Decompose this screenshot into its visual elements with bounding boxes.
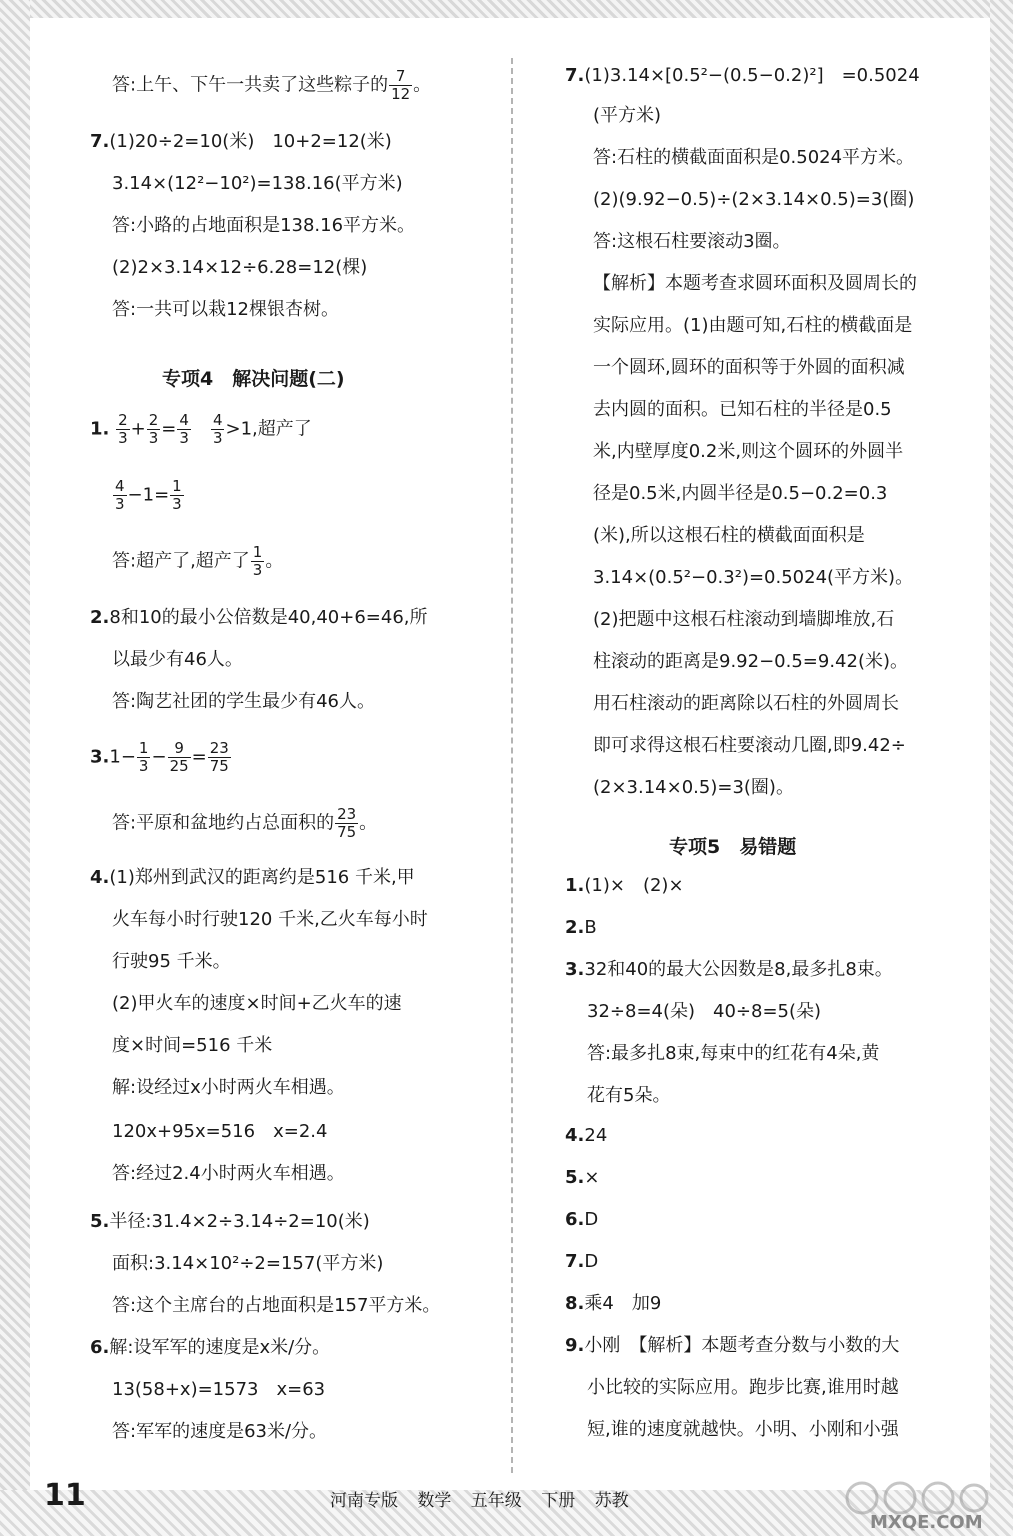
explanation-line: 柱滚动的距离是9.92−0.5=9.42(米)。 xyxy=(593,651,908,672)
explanation-line: (2×3.14×0.5)=3(圈)。 xyxy=(593,777,794,798)
text-line: 答:平原和盆地约占总面积的 $\frac{23}{75}$ 。 xyxy=(112,805,378,841)
text-line: 32÷8=4(朵) 40÷8=5(朵) xyxy=(587,1001,822,1022)
text-line: 120x+95x=516 x=2.4 xyxy=(112,1121,328,1142)
fraction: $\frac{7}{12}$ xyxy=(391,67,411,103)
explanation-line: (米),所以这根石柱的横截面面积是 xyxy=(593,525,865,546)
answer-1: 1.(1)× (2)× xyxy=(565,875,684,896)
watermark-text: MXQE.COM xyxy=(870,1512,983,1533)
explanation-line: 即可求得这根石柱要滚动几圈,即9.42÷ xyxy=(593,735,906,756)
question-4: 4.(1)郑州到武汉的距离约是516 千米,甲 xyxy=(90,867,415,888)
text-line: 答:石柱的横截面面积是0.5024平方米。 xyxy=(593,147,915,168)
text-line: 火车每小时行驶120 千米,乙火车每小时 xyxy=(112,909,428,930)
explanation-line: 径是0.5米,内圆半径是0.5−0.2=0.3 xyxy=(593,483,888,504)
text-line: 答:超产了,超产了 $\frac{1}{3}$ 。 xyxy=(112,543,284,579)
text-line: 花有5朵。 xyxy=(587,1085,671,1106)
text-line: 答:一共可以栽12棵银杏树。 xyxy=(112,299,339,320)
section-heading-4: 专项4 解决问题(二) xyxy=(162,368,345,390)
text-line: 解:设经过x小时两火车相遇。 xyxy=(112,1077,345,1098)
question-7: 7.(1)20÷2=10(米) 10+2=12(米) xyxy=(90,131,392,152)
page-number: 11 xyxy=(44,1478,86,1513)
question-6: 6.解:设军军的速度是x米/分。 xyxy=(90,1337,331,1358)
question-5: 5.半径:31.4×2÷3.14÷2=10(米) xyxy=(90,1211,370,1232)
explanation-line: 米,内壁厚度0.2米,则这个圆环的外圆半 xyxy=(593,441,904,462)
answer-2: 2.B xyxy=(565,917,597,938)
text-line: 以最少有46人。 xyxy=(112,649,243,670)
text-line: 答:经过2.4小时两火车相遇。 xyxy=(112,1163,345,1184)
page-edge-right xyxy=(990,0,1013,1536)
section-heading-5: 专项5 易错题 xyxy=(669,836,797,858)
text-line: 答:这根石柱要滚动3圈。 xyxy=(593,231,791,252)
text-line: $\frac{4}{3}$ −1= $\frac{1}{3}$ xyxy=(115,477,182,513)
answer-6: 6.D xyxy=(565,1209,599,1230)
explanation-line: (2)把题中这根石柱滚动到墙脚堆放,石 xyxy=(593,609,895,630)
question-1: 1. $\frac{2}{3}$ + $\frac{2}{3}$ = $\frac{4}{3}$ $\frac{4}{3}$ >1,超产了 xyxy=(90,411,312,447)
text-line: (平方米) xyxy=(593,105,662,126)
page-edge-left xyxy=(0,0,30,1536)
explanation-line: 【解析】本题考查求圆环面积及圆周长的 xyxy=(593,273,917,294)
text-line: 答:小路的占地面积是138.16平方米。 xyxy=(112,215,416,236)
answer-4: 4.24 xyxy=(565,1125,608,1146)
explanation-line: 实际应用。(1)由题可知,石柱的横截面是 xyxy=(593,315,913,336)
answer-3: 3.32和40的最大公因数是8,最多扎8束。 xyxy=(565,959,893,980)
text-line: 13(58+x)=1573 x=63 xyxy=(112,1379,326,1400)
answer-7: 7.D xyxy=(565,1251,599,1272)
question-3: 3.1− $\frac{1}{3}$ − $\frac{9}{25}$ = $\frac{23}{75}$ xyxy=(90,739,229,775)
column-divider xyxy=(511,58,513,1473)
text-line: 答:这个主席台的占地面积是157平方米。 xyxy=(112,1295,441,1316)
explanation-line: 去内圆的面积。已知石柱的半径是0.5 xyxy=(593,399,892,420)
text-line: (2)甲火车的速度×时间+乙火车的速 xyxy=(112,993,402,1014)
text-line: (2)2×3.14×12÷6.28=12(棵) xyxy=(112,257,368,278)
page-edge-top xyxy=(0,0,1013,18)
answer-line: 答:上午、下午一共卖了这些粽子的 $\frac{7}{12}$ 。 xyxy=(112,67,432,103)
question-7-right: 7.(1)3.14×[0.5²−(0.5−0.2)²] =0.5024 xyxy=(565,65,920,86)
answer-9: 9.小刚 【解析】本题考查分数与小数的大 xyxy=(565,1335,900,1356)
explanation-line: 3.14×(0.5²−0.3²)=0.5024(平方米)。 xyxy=(593,567,914,588)
text-line: 面积:3.14×10²÷2=157(平方米) xyxy=(112,1253,384,1274)
explanation-line: 一个圆环,圆环的面积等于外圆的面积减 xyxy=(593,357,905,378)
text-line: (2)(9.92−0.5)÷(2×3.14×0.5)=3(圈) xyxy=(593,189,915,210)
text-line: 度×时间=516 千米 xyxy=(112,1035,273,1056)
text-line: 答:最多扎8束,每束中的红花有4朵,黄 xyxy=(587,1043,880,1064)
explanation-line: 用石柱滚动的距离除以石柱的外圆周长 xyxy=(593,693,899,714)
text-line: 答:陶艺社团的学生最少有46人。 xyxy=(112,691,375,712)
answer-5: 5.× xyxy=(565,1167,600,1188)
footer-book-info: 河南专版 数学 五年级 下册 苏教 xyxy=(330,1491,629,1511)
answer-8: 8.乘4 加9 xyxy=(565,1293,662,1314)
text-line: 行驶95 千米。 xyxy=(112,951,231,972)
text-line: 3.14×(12²−10²)=138.16(平方米) xyxy=(112,173,403,194)
question-2: 2.8和10的最小公倍数是40,40+6=46,所 xyxy=(90,607,428,628)
text-line: 短,谁的速度就越快。小明、小刚和小强 xyxy=(587,1419,899,1440)
text-line: 小比较的实际应用。跑步比赛,谁用时越 xyxy=(587,1377,899,1398)
text-line: 答:军军的速度是63米/分。 xyxy=(112,1421,328,1442)
